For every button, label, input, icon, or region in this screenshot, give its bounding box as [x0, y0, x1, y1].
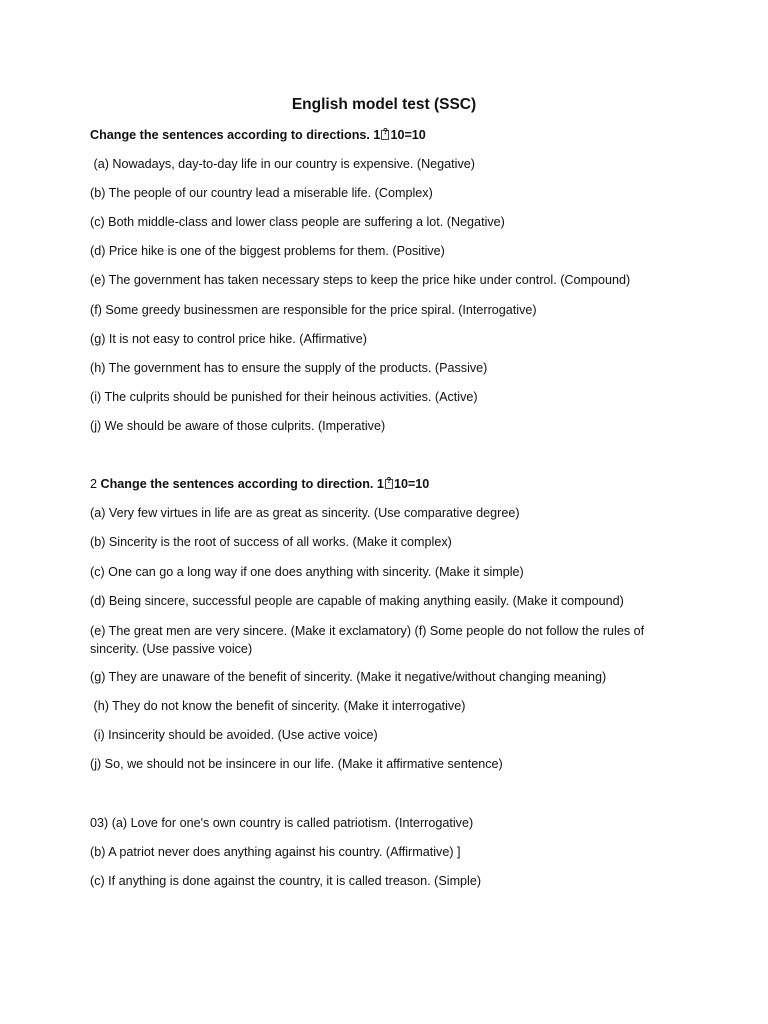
section-1-item-a: (a) Nowadays, day-to-day life in our country is expensive. (Negative) — [90, 157, 475, 171]
section-2-item-e-f: (e) The great men are very sincere. (Make it exclamatory) (f) Some people do not follow the rules of sincerity. (Use passive voice) — [90, 624, 645, 657]
section-1-item-j: (j) We should be aware of those culprits. (Imperative) — [90, 419, 386, 433]
section-3-item-b: (b) A patriot never does anything against his country. (Affirmative) ] — [90, 845, 461, 859]
section-2-item-h: (h) They do not know the benefit of sincerity. (Make it interrogative) — [90, 699, 466, 713]
section-1-heading-text: Change the sentences according to directions. 1 — [90, 128, 381, 142]
section-2-item-i: (i) Insincerity should be avoided. (Use active voice) — [90, 728, 378, 742]
unknown-glyph-icon — [385, 479, 393, 489]
section-2-item-g: (g) They are unaware of the benefit of sincerity. (Make it negative/without changing meaning) — [90, 670, 607, 684]
section-1-item-e: (e) The government has taken necessary steps to keep the price hike under control. (Compound) — [90, 273, 631, 287]
section-2-item-c: (c) One can go a long way if one does anything with sincerity. (Make it simple) — [90, 565, 524, 579]
section-2-heading — [90, 476, 660, 494]
section-1-item-h: (h) The government has to ensure the supply of the products. (Passive) — [90, 361, 488, 375]
section-1-heading — [90, 127, 660, 145]
section-2-number: 2 — [90, 477, 101, 491]
section-2-item-j: (j) So, we should not be insincere in our life. (Make it affirmative sentence) — [90, 757, 503, 771]
section-2-item-b: (b) Sincerity is the root of success of all works. (Make it complex) — [90, 535, 452, 549]
section-1-item-d: (d) Price hike is one of the biggest problems for them. (Positive) — [90, 244, 445, 258]
section-1-item-b: (b) The people of our country lead a miserable life. (Complex) — [90, 186, 433, 200]
section-2-marks: 10=10 — [393, 477, 430, 491]
section-1-item-f: (f) Some greedy businessmen are responsible for the price spiral. (Interrogative) — [90, 303, 537, 317]
section-1-item-i: (i) The culprits should be punished for their heinous activities. (Active) — [90, 390, 478, 404]
section-2-item-d: (d) Being sincere, successful people are capable of making anything easily. (Make it compound) — [90, 594, 624, 608]
section-2-item-a: (a) Very few virtues in life are as great as sincerity. (Use comparative degree) — [90, 506, 520, 520]
section-1-item-g: (g) It is not easy to control price hike. (Affirmative) — [90, 332, 367, 346]
unknown-glyph-icon — [381, 130, 389, 140]
section-1-item-c: (c) Both middle-class and lower class people are suffering a lot. (Negative) — [90, 215, 505, 229]
section-1-marks: 10=10 — [390, 128, 426, 142]
section-3-item-c: (c) If anything is done against the country, it is called treason. (Simple) — [90, 874, 482, 888]
section-3-item-a: 03) (a) Love for one's own country is called patriotism. (Interrogative) — [90, 816, 474, 830]
section-2-heading-text: Change the sentences according to direction. 1 — [100, 477, 384, 491]
page-title: English model test (SSC) — [291, 96, 477, 113]
